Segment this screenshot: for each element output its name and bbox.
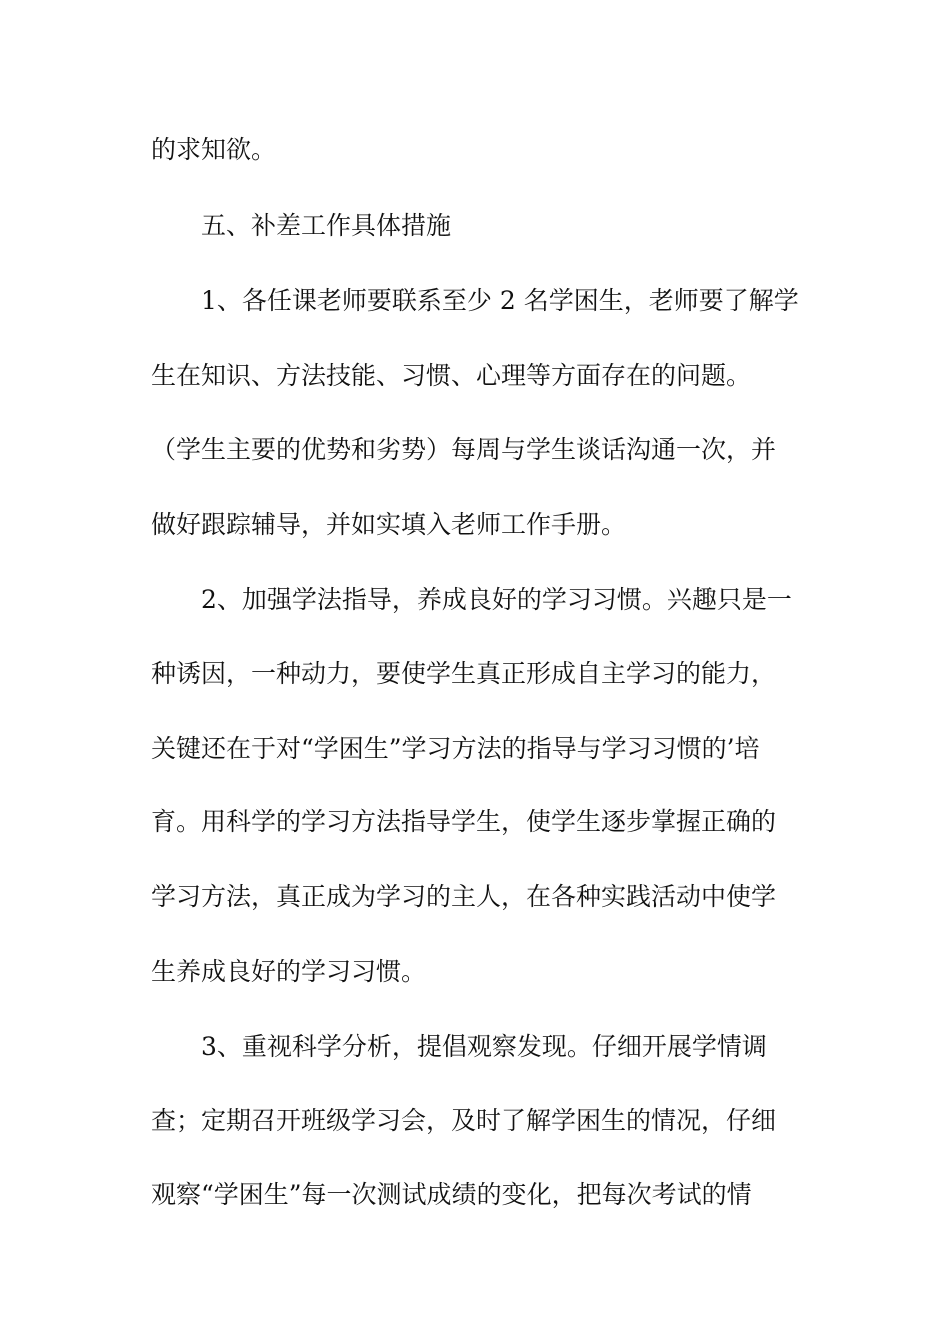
text-line: 育。用科学的学习方法指导学生，使学生逐步掌握正确的 xyxy=(151,807,777,836)
section-heading: 五、补差工作具体措施 xyxy=(201,211,452,240)
text-line: 2、加强学法指导，养成良好的学习习惯。兴趣只是一 xyxy=(201,585,792,614)
text-line: 3、重视科学分析，提倡观察发现。仔细开展学情调 xyxy=(201,1032,767,1061)
text-line: 生养成良好的学习习惯。 xyxy=(151,957,427,986)
text-line: 关键还在于对“学困生”学习方法的指导与学习习惯的’培 xyxy=(151,734,760,763)
text-line: （学生主要的优势和劣势）每周与学生谈话沟通一次，并 xyxy=(151,435,777,464)
text-line: 观察“学困生”每一次测试成绩的变化，把每次考试的情 xyxy=(151,1180,752,1209)
text-line: 查；定期召开班级学习会，及时了解学困生的情况，仔细 xyxy=(151,1106,777,1135)
text-line: 学习方法，真正成为学习的主人，在各种实践活动中使学 xyxy=(151,882,777,911)
text-line: 做好跟踪辅导，并如实填入老师工作手册。 xyxy=(151,510,627,539)
text-line: 生在知识、方法技能、习惯、心理等方面存在的问题。 xyxy=(151,361,752,390)
text-line: 的求知欲。 xyxy=(151,135,277,164)
text-line: 种诱因，一种动力，要使学生真正形成自主学习的能力， xyxy=(151,659,777,688)
text-line: 1、各任课老师要联系至少 2 名学困生，老师要了解学 xyxy=(201,286,799,315)
